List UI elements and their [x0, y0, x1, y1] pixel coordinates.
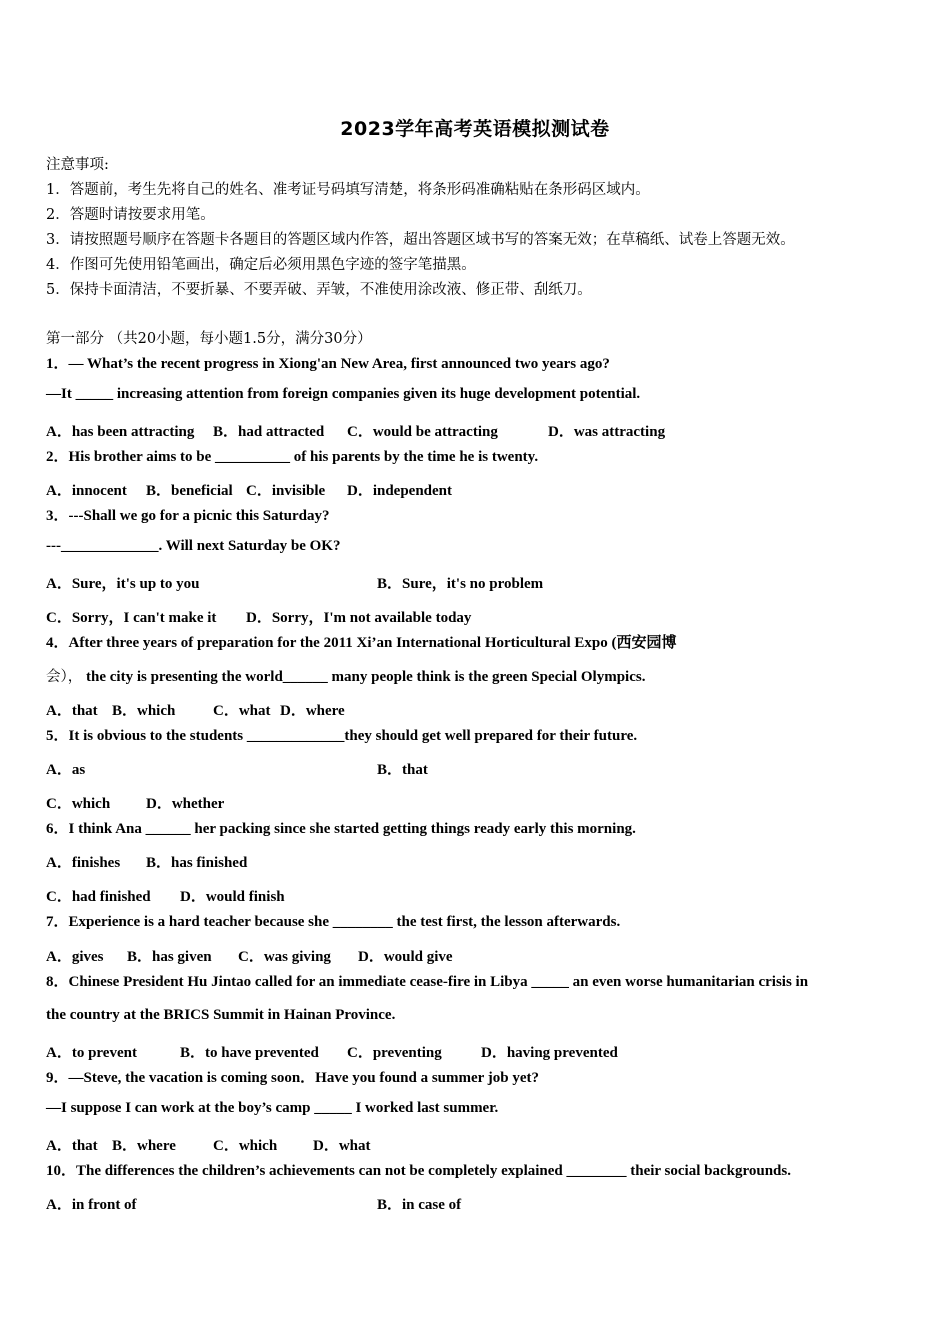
q8-stem-2: the country at the BRICS Summit in Hainan Province.: [46, 1007, 396, 1023]
q1-stem: 1．— What’s the recent progress in Xiong'an New Area, first announced two years ago?: [46, 356, 610, 372]
q4-stem-2-chinese: 会），: [46, 669, 83, 685]
q5-option-a: A．as: [46, 762, 86, 778]
q4-stem-2-english: the city is presenting the world______ many people think is the green Special Olympics.: [86, 669, 646, 685]
q1-option-a: A．has been attracting: [46, 424, 195, 440]
q7-option-d: D．would give: [358, 949, 453, 965]
q6-stem: 6．I think Ana ______ her packing since she started getting things ready early this morning.: [46, 821, 636, 837]
q2-option-c: C．invisible: [246, 483, 326, 499]
q5-stem: 5．It is obvious to the students _____________they should get well prepared for their future.: [46, 728, 638, 744]
q9-option-d: D．what: [313, 1138, 371, 1154]
q3-option-b: B．Sure，it's no problem: [377, 576, 544, 592]
q8-option-b: B．to have prevented: [180, 1045, 319, 1061]
q2-option-b: B．beneficial: [146, 483, 233, 499]
q9-stem: 9．—Steve, the vacation is coming soon．Have you found a summer job yet?: [46, 1070, 540, 1086]
q1-option-b: B．had attracted: [213, 424, 325, 440]
notice-item-4: 4．作图可先使用铅笔画出，确定后必须用黑色字迹的签字笔描黑。: [46, 257, 476, 273]
q9-option-a: A．that: [46, 1138, 98, 1154]
q4-option-c: C．what: [213, 703, 271, 719]
q5-option-b: B．that: [377, 762, 428, 778]
q3-option-c: C．Sorry，I can't make it: [46, 610, 217, 626]
q1-option-c: C．would be attracting: [347, 424, 498, 440]
q7-option-b: B．has given: [127, 949, 212, 965]
q9-stem-2: —I suppose I can work at the boy’s camp _____ I worked last summer.: [46, 1100, 499, 1116]
q6-option-b: B．has finished: [146, 855, 248, 871]
q9-option-c: C．which: [213, 1138, 278, 1154]
q8-option-c: C．preventing: [347, 1045, 442, 1061]
q4-stem-2: [46, 665, 645, 686]
q4-option-b: B．which: [112, 703, 176, 719]
q5-option-c: C．which: [46, 796, 111, 812]
notice-item-1: 1．答题前，考生先将自己的姓名、准考证号码填写清楚，将条形码准确粘贴在条形码区域内。: [46, 182, 650, 198]
q1-option-d: D．was attracting: [548, 424, 666, 440]
q10-option-a: A．in front of: [46, 1197, 137, 1213]
notice-item-2: 2．答题时请按要求用笔。: [46, 207, 215, 223]
q2-stem: 2．His brother aims to be __________ of his parents by the time he is twenty.: [46, 449, 539, 465]
q6-option-d: D．would finish: [180, 889, 285, 905]
q3-option-a: A．Sure，it's up to you: [46, 576, 200, 592]
page-title: 2023学年高考英语模拟测试卷: [340, 118, 610, 140]
q4-option-d: D．where: [280, 703, 345, 719]
section-heading: 第一部分 （共20小题，每小题1.5分，满分30分）: [46, 331, 372, 347]
q6-option-a: A．finishes: [46, 855, 121, 871]
q3-stem-2: ---_____________. Will next Saturday be OK?: [46, 538, 341, 554]
notice-heading: 注意事项:: [46, 157, 109, 173]
q4-stem: 4．After three years of preparation for the 2011 Xi’an International Horticultural Expo (西安园博: [46, 635, 677, 651]
q8-option-a: A．to prevent: [46, 1045, 137, 1061]
q4-option-a: A．that: [46, 703, 98, 719]
q7-option-a: A．gives: [46, 949, 104, 965]
q1-stem-2: —It _____ increasing attention from foreign companies given its huge development potential.: [46, 386, 641, 402]
q3-option-d: D．Sorry，I'm not available today: [246, 610, 472, 626]
q6-option-c: C．had finished: [46, 889, 151, 905]
q2-option-a: A．innocent: [46, 483, 127, 499]
q10-option-b: B．in case of: [377, 1197, 462, 1213]
q7-option-c: C．was giving: [238, 949, 331, 965]
q10-stem: 10．The differences the children’s achievements can not be completely explained ________ their social backgrounds.: [46, 1163, 791, 1179]
notice-item-5: 5．保持卡面清洁，不要折暴、不要弄破、弄皱，不准使用涂改液、修正带、刮纸刀。: [46, 282, 592, 298]
q5-option-d: D．whether: [146, 796, 225, 812]
q9-option-b: B．where: [112, 1138, 176, 1154]
q2-option-d: D．independent: [347, 483, 453, 499]
q8-stem: 8．Chinese President Hu Jintao called for an immediate cease-fire in Libya _____ an even worse humanitarian crisis in: [46, 974, 809, 990]
q3-stem: 3．---Shall we go for a picnic this Saturday?: [46, 508, 330, 524]
notice-item-3: 3．请按照题号顺序在答题卡各题目的答题区域内作答，超出答题区域书写的答案无效；在草稿纸、试卷上答题无效。: [46, 232, 795, 248]
q8-option-d: D．having prevented: [481, 1045, 618, 1061]
q7-stem: 7．Experience is a hard teacher because she ________ the test first, the lesson afterwards.: [46, 914, 621, 930]
